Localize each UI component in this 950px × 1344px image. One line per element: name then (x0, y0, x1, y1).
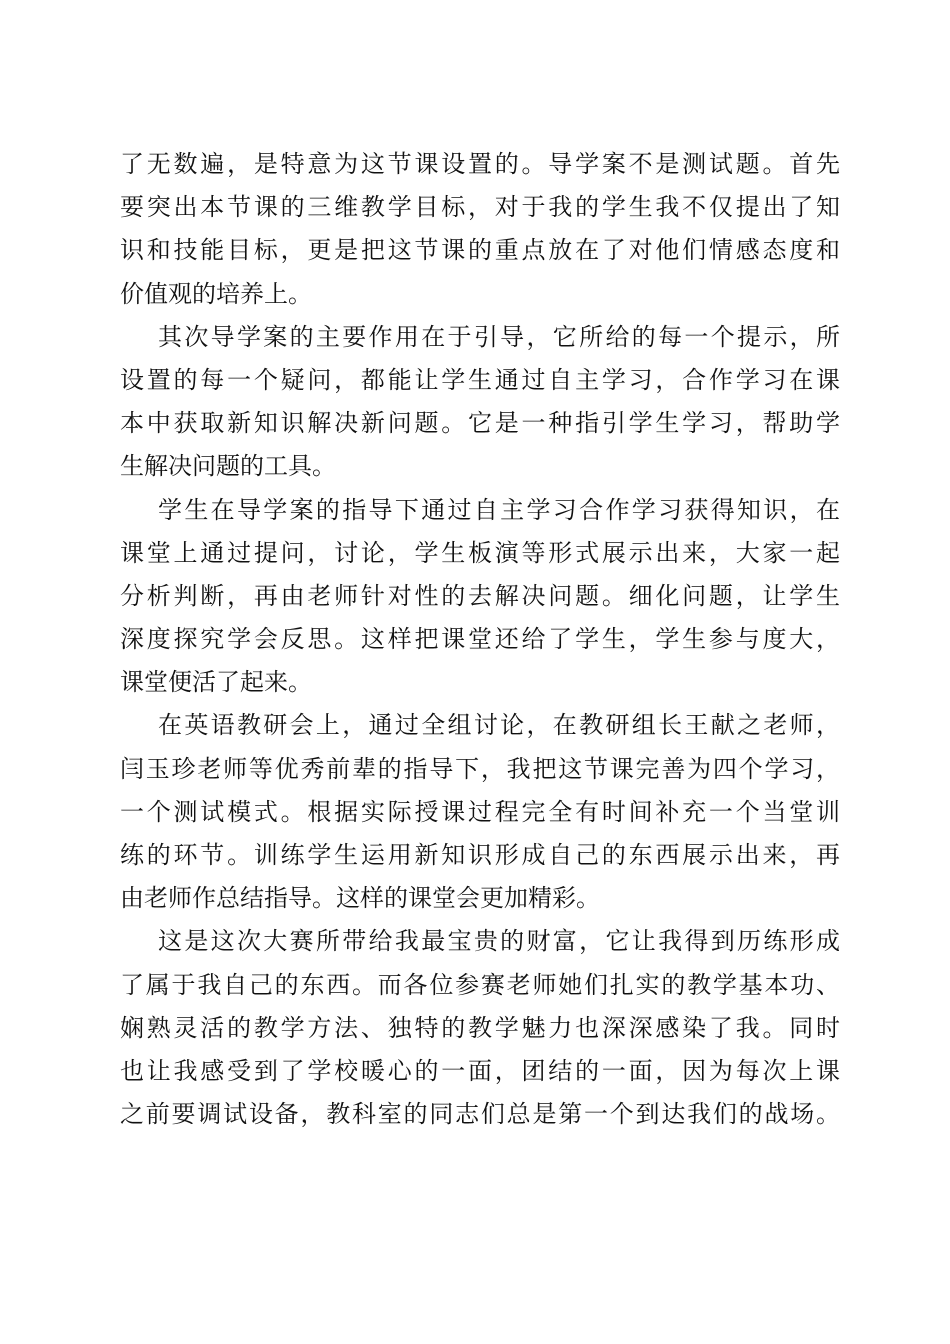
text-line: 一个测试模式。根据实际授课过程完全有时间补充一个当堂训 (120, 797, 840, 826)
text-line: 设置的每一个疑问，都能让学生通过自主学习，合作学习在课 (120, 365, 840, 394)
paragraph-first-line: 这是这次大赛所带给我最宝贵的财富，它让我得到历练形成 (158, 927, 840, 956)
text-line: 闫玉珍老师等优秀前辈的指导下，我把这节课完善为四个学习， (120, 754, 840, 783)
text-line: 生解决问题的工具。 (120, 452, 336, 481)
text-line: 本中获取新知识解决新问题。它是一种指引学生学习，帮助学 (120, 409, 840, 438)
text-line: 课堂上通过提问，讨论，学生板演等形式展示出来，大家一起 (120, 538, 840, 567)
paragraph-first-line: 学生在导学案的指导下通过自主学习合作学习获得知识，在 (158, 495, 840, 524)
text-line: 了无数遍，是特意为这节课设置的。导学案不是测试题。首先 (120, 150, 840, 178)
text-line: 分析判断，再由老师针对性的去解决问题。细化问题，让学生 (120, 581, 840, 610)
text-line: 也让我感受到了学校暖心的一面，团结的一面，因为每次上课 (120, 1056, 840, 1085)
text-line: 了属于我自己的东西。而各位参赛老师她们扎实的教学基本功、 (120, 970, 840, 999)
document-body (120, 143, 840, 1136)
text-line: 娴熟灵活的教学方法、独特的教学魅力也深深感染了我。同时 (120, 1013, 840, 1042)
text-line: 课堂便活了起来。 (120, 668, 312, 697)
text-line: 之前要调试设备，教科室的同志们总是第一个到达我们的战场。 (120, 1100, 840, 1129)
text-line: 识和技能目标，更是把这节课的重点放在了对他们情感态度和 (120, 236, 840, 265)
paragraph-first-line: 在英语教研会上，通过全组讨论，在教研组长王献之老师， (158, 711, 840, 740)
text-line: 要突出本节课的三维教学目标，对于我的学生我不仅提出了知 (120, 193, 840, 222)
text-line: 深度探究学会反思。这样把课堂还给了学生，学生参与度大， (120, 625, 840, 654)
text-line: 练的环节。训练学生运用新知识形成自己的东西展示出来，再 (120, 841, 840, 869)
text-line: 由老师作总结指导。这样的课堂会更加精彩。 (120, 884, 600, 913)
text-line: 价值观的培养上。 (120, 279, 312, 308)
paragraph-first-line: 其次导学案的主要作用在于引导，它所给的每一个提示，所 (158, 322, 840, 351)
